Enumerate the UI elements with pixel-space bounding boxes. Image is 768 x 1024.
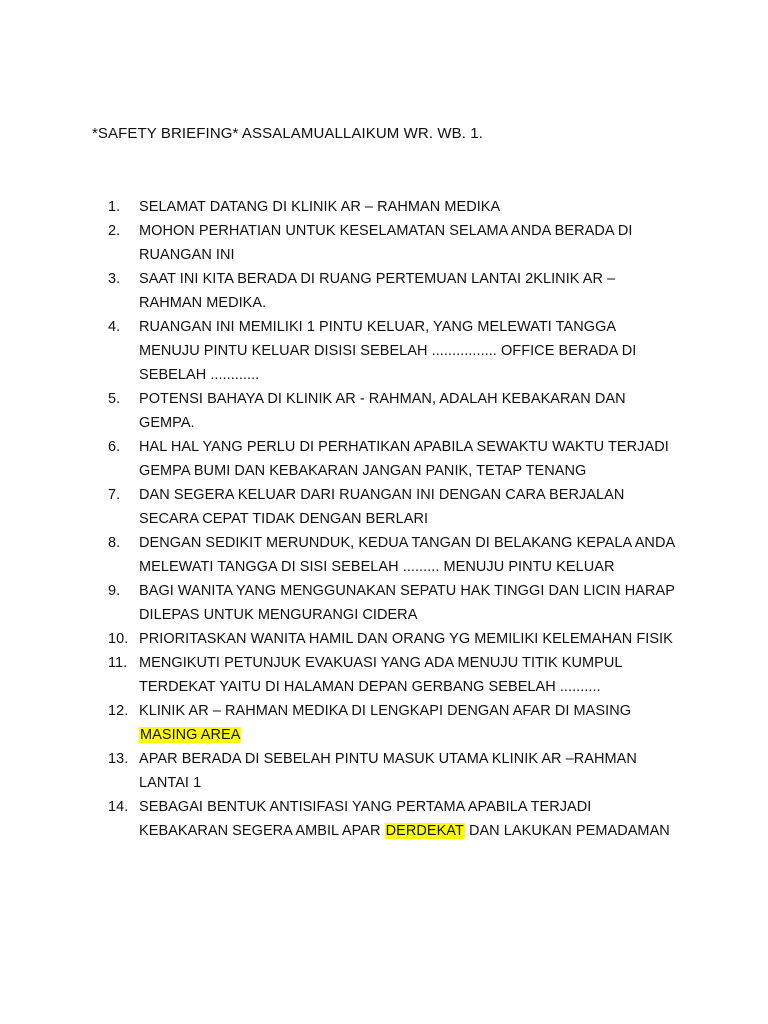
list-item-number: 7. <box>108 487 121 503</box>
text-segment: PRIORITASKAN WANITA HAMIL DAN ORANG YG MEMILIKI KELEMAHAN FISIK <box>139 631 673 647</box>
list-item <box>108 579 678 627</box>
text-segment: KLINIK AR – RAHMAN MEDIKA DI LENGKAPI DENGAN AFAR DI MASING <box>139 703 632 719</box>
list-item-number: 5. <box>108 391 121 407</box>
text-segment: RUANGAN INI MEMILIKI 1 PINTU KELUAR, YANG MELEWATI TANGGA MENUJU PINTU KELUAR DISISI SEBELAH ................ OFFICE BERADA DI SEBELAH ............ <box>139 319 637 383</box>
briefing-list <box>108 195 678 843</box>
list-item-text <box>139 627 678 651</box>
list-item-number: 10. <box>108 631 129 647</box>
list-item-number: 4. <box>108 319 121 335</box>
text-segment: MENGIKUTI PETUNJUK EVAKUASI YANG ADA MENUJU TITIK KUMPUL TERDEKAT YAITU DI HALAMAN DEPAN GERBANG SEBELAH .......... <box>139 655 622 695</box>
highlighted-text: MASING AREA <box>140 727 241 743</box>
list-item-text <box>139 219 678 267</box>
list-item-text <box>139 387 678 435</box>
list-item <box>108 651 678 699</box>
text-segment: BAGI WANITA YANG MENGGUNAKAN SEPATU HAK TINGGI DAN LICIN HARAP DILEPAS UNTUK MENGURANGI CIDERA <box>139 583 675 623</box>
list-item <box>108 267 678 315</box>
text-segment: HAL HAL YANG PERLU DI PERHATIKAN APABILA SEWAKTU WAKTU TERJADI GEMPA BUMI DAN KEBAKARAN JANGAN PANIK, TETAP TENANG <box>139 439 669 479</box>
list-item <box>108 387 678 435</box>
list-item-text <box>139 315 678 387</box>
list-item-number: 1. <box>108 199 121 215</box>
list-item-text <box>139 267 678 315</box>
list-item-text <box>139 699 678 747</box>
list-item-text <box>139 483 678 531</box>
text-segment: POTENSI BAHAYA DI KLINIK AR - RAHMAN, ADALAH KEBAKARAN DAN GEMPA. <box>139 391 626 431</box>
text-segment: MOHON PERHATIAN UNTUK KESELAMATAN SELAMA ANDA BERADA DI RUANGAN INI <box>139 223 633 263</box>
list-item <box>108 747 678 795</box>
text-segment: DENGAN SEDIKIT MERUNDUK, KEDUA TANGAN DI BELAKANG KEPALA ANDA MELEWATI TANGGA DI SISI SEBELAH ......... MENUJU PINTU KELUAR <box>139 535 675 575</box>
list-item <box>108 315 678 387</box>
list-item <box>108 627 678 651</box>
text-segment: SELAMAT DATANG DI KLINIK AR – RAHMAN MEDIKA <box>139 199 501 215</box>
list-item-text <box>139 747 678 795</box>
list-item-number: 12. <box>108 703 129 719</box>
list-item-text <box>139 579 678 627</box>
list-item-text <box>139 651 678 699</box>
document-title: *SAFETY BRIEFING* ASSALAMUALLAIKUM WR. WB. 1. <box>92 125 483 142</box>
list-item-number: 13. <box>108 751 129 767</box>
list-item-number: 8. <box>108 535 121 551</box>
list-item-number: 3. <box>108 271 121 287</box>
list-item-text <box>139 195 678 219</box>
list-item-number: 14. <box>108 799 129 815</box>
list-item-text <box>139 531 678 579</box>
highlighted-text: DERDEKAT <box>385 823 464 839</box>
list-item <box>108 699 678 747</box>
list-item-number: 6. <box>108 439 121 455</box>
list-item <box>108 435 678 483</box>
text-segment: APAR BERADA DI SEBELAH PINTU MASUK UTAMA KLINIK AR –RAHMAN LANTAI 1 <box>139 751 637 791</box>
text-segment: SAAT INI KITA BERADA DI RUANG PERTEMUAN LANTAI 2KLINIK AR – RAHMAN MEDIKA. <box>139 271 616 311</box>
list-item-text <box>139 795 678 843</box>
text-segment: SEBAGAI BENTUK ANTISIFASI YANG PERTAMA APABILA TERJADI KEBAKARAN SEGERA AMBIL APAR <box>139 799 592 839</box>
list-item <box>108 195 678 219</box>
text-segment: DAN LAKUKAN PEMADAMAN <box>464 823 670 839</box>
list-item <box>108 531 678 579</box>
list-item <box>108 219 678 267</box>
list-item <box>108 483 678 531</box>
list-item-number: 2. <box>108 223 121 239</box>
list-item-number: 9. <box>108 583 121 599</box>
list-item-text <box>139 435 678 483</box>
text-segment: DAN SEGERA KELUAR DARI RUANGAN INI DENGAN CARA BERJALAN SECARA CEPAT TIDAK DENGAN BERLARI <box>139 487 625 527</box>
list-item <box>108 795 678 843</box>
list-item-number: 11. <box>108 655 128 671</box>
